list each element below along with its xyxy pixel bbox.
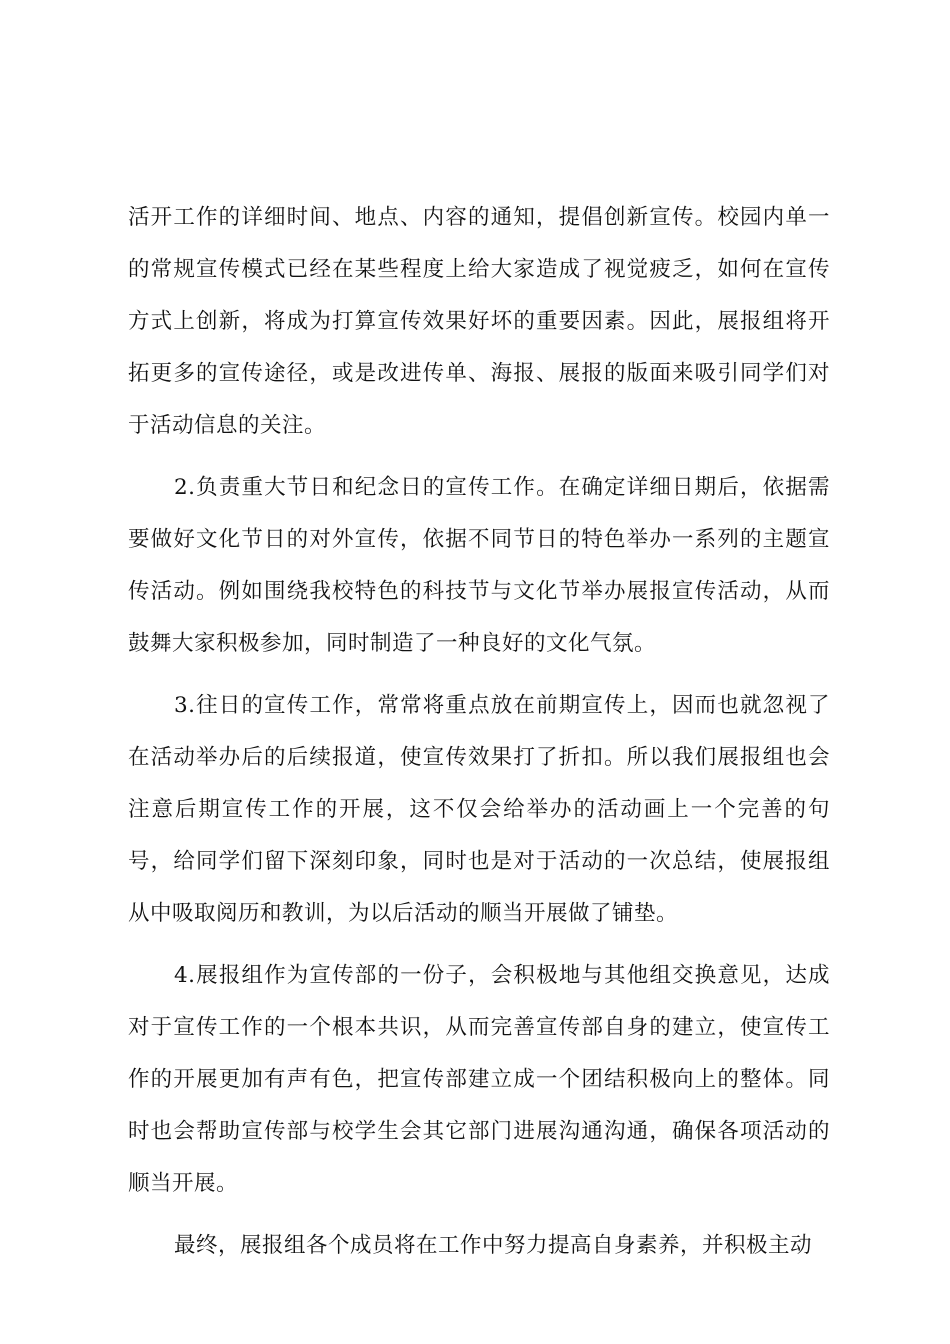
paragraph-item-4: 4.展报组作为宣传部的一份子，会积极地与其他组交换意见，达成对于宣传工作的一个根本共识，从而完善宣传部自身的建立，使宣传工作的开展更加有声有色，把宣传部建立成一个团结积极向上的整体。同时也会帮助宣传部与校学生会其它部门进展沟通沟通，确保各项活动的顺当开展。	[128, 963, 830, 1196]
paragraph-continuation: 活开工作的详细时间、地点、内容的通知，提倡创新宣传。校园内单一的常规宣传模式已经在某些程度上给大家造成了视觉疲乏，如何在宣传方式上创新，将成为打算宣传效果好坏的重要因素。因此，展报组将开拓更多的宣传途径，或是改进传单、海报、展报的版面来吸引同学们对于活动信息的关注。	[128, 205, 830, 438]
paragraph-item-3: 3.往日的宣传工作，常常将重点放在前期宣传上，因而也就忽视了在活动举办后的后续报道，使宣传效果打了折扣。所以我们展报组也会注意后期宣传工作的开展，这不仅会给举办的活动画上一个完善的句号，给同学们留下深刻印象，同时也是对于活动的一次总结，使展报组从中吸取阅历和教训，为以后活动的顺当开展做了铺垫。	[128, 693, 830, 926]
paragraph-conclusion: 最终，展报组各个成员将在工作中努力提高自身素养，并积极主动	[174, 1233, 813, 1258]
document-body	[128, 192, 830, 1282]
paragraph-item-2: 2.负责重大节日和纪念日的宣传工作。在确定详细日期后，依据需要做好文化节日的对外宣传，依据不同节日的特色举办一系列的主题宣传活动。例如围绕我校特色的科技节与文化节举办展报宣传活动，从而鼓舞大家积极参加，同时制造了一种良好的文化气氛。	[128, 475, 830, 656]
